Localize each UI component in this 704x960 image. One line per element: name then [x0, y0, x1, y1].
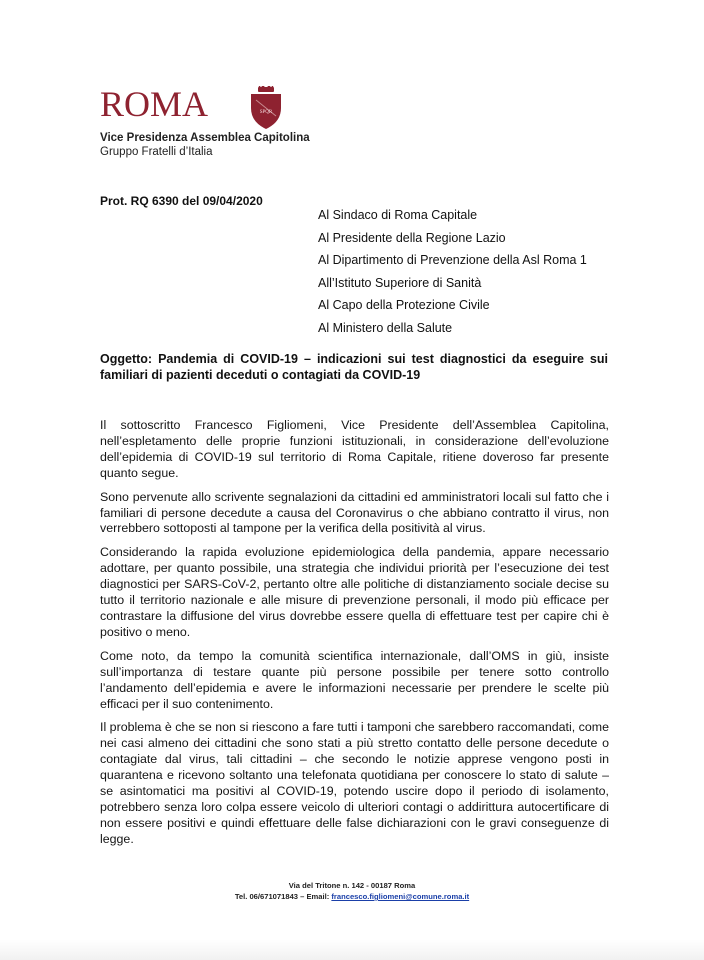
roma-coat-of-arms-icon [246, 86, 286, 130]
body-paragraph: Il sottoscritto Francesco Figliomeni, Vice Presidente dell’Assemblea Capitolina, nell’espletamento delle proprie funzioni istituzionali, in considerazione dell’evoluzione dell’epidemia di COVID-19 sul territorio di Roma Capitale, ritiene doveroso far presente quanto segue. [100, 418, 609, 480]
recipient-item: Al Dipartimento di Prevenzione della Asl Roma 1 [318, 253, 587, 268]
svg-text:SPQR: SPQR [259, 110, 273, 115]
letter-footer [0, 880, 704, 902]
recipient-list [318, 204, 587, 340]
recipient-item: Al Capo della Protezione Civile [318, 298, 490, 313]
roma-logo-text: ROMA [100, 84, 209, 124]
page-bottom-edge [0, 940, 704, 960]
office-name: Vice Presidenza Assemblea Capitolina [100, 132, 310, 144]
footer-phone: Tel. 06/671071843 – Email: [234, 892, 332, 901]
recipient-item: All’Istituto Superiore di Sanità [318, 275, 482, 290]
letter-body [100, 418, 609, 856]
recipient-item: Al Sindaco di Roma Capitale [318, 208, 478, 222]
body-paragraph: Come noto, da tempo la comunità scientifica internazionale, dall’OMS in giù, insiste sull’importanza di testare quante più persone possibile per tenere sotto controllo l’andamento dell’epidemia e avere le informazioni necessarie per prendere le scelte più efficaci per il suo contenimento. [100, 648, 609, 711]
protocol-number: Prot. RQ 6390 del 09/04/2020 [100, 194, 263, 208]
recipient-item: Al Ministero della Salute [318, 320, 453, 335]
group-name: Gruppo Fratelli d’Italia [100, 146, 213, 158]
footer-email-link[interactable]: francesco.figliomeni@comune.roma.it [331, 892, 470, 901]
recipient-item: Al Presidente della Regione Lazio [318, 230, 506, 245]
footer-contact [0, 891, 704, 902]
body-paragraph: Il problema è che se non si riescono a fare tutti i tamponi che sarebbero raccomandati, come nei casi almeno dei cittadini che sono stati a più stretto contatto delle persone decedute o contagiate dal virus, tali cittadini – che secondo le notizie apprese vengono posti in quarantena e ricevono soltanto una telefonata quotidiana per conoscere lo stato di salute – se asintomatici ma positivi al COVID-19, potendo uscire dopo il periodo di isolamento, potrebbero senza loro colpa essere veicolo di ulteriori contagi o addirittura autocertificare di non essere positivi e quindi effettuare delle false dichiarazioni con le gravi conseguenze di legge. [100, 720, 609, 846]
body-paragraph: Considerando la rapida evoluzione epidemiologica della pandemia, appare necessario adottare, per quanto possibile, una strategia che individui priorità per l’esecuzione dei test diagnostici per SARS-CoV-2, pertanto oltre alle politiche di distanziamento sociale decise su tutto il territorio nazionale e alle misure di prevenzione personali, il modo più efficace per contrastare la diffusione del virus dovrebbe essere quella di effettuare test per capire chi è positivo o meno. [100, 545, 609, 639]
subject-line: Oggetto: Pandemia di COVID-19 – indicazioni sui test diagnostici da eseguire sui familiari di pazienti deceduti o contagiati da COVID-19 [100, 352, 608, 382]
footer-address: Via del Tritone n. 142 - 00187 Roma [288, 881, 416, 890]
body-paragraph: Sono pervenute allo scrivente segnalazioni da cittadini ed amministratori locali sul fatto che i familiari di persone decedute a causa del Coronavirus o che abbiano contratto il virus, non verrebbero sottoposti al tampone per la verifica della positività al virus. [100, 489, 609, 536]
